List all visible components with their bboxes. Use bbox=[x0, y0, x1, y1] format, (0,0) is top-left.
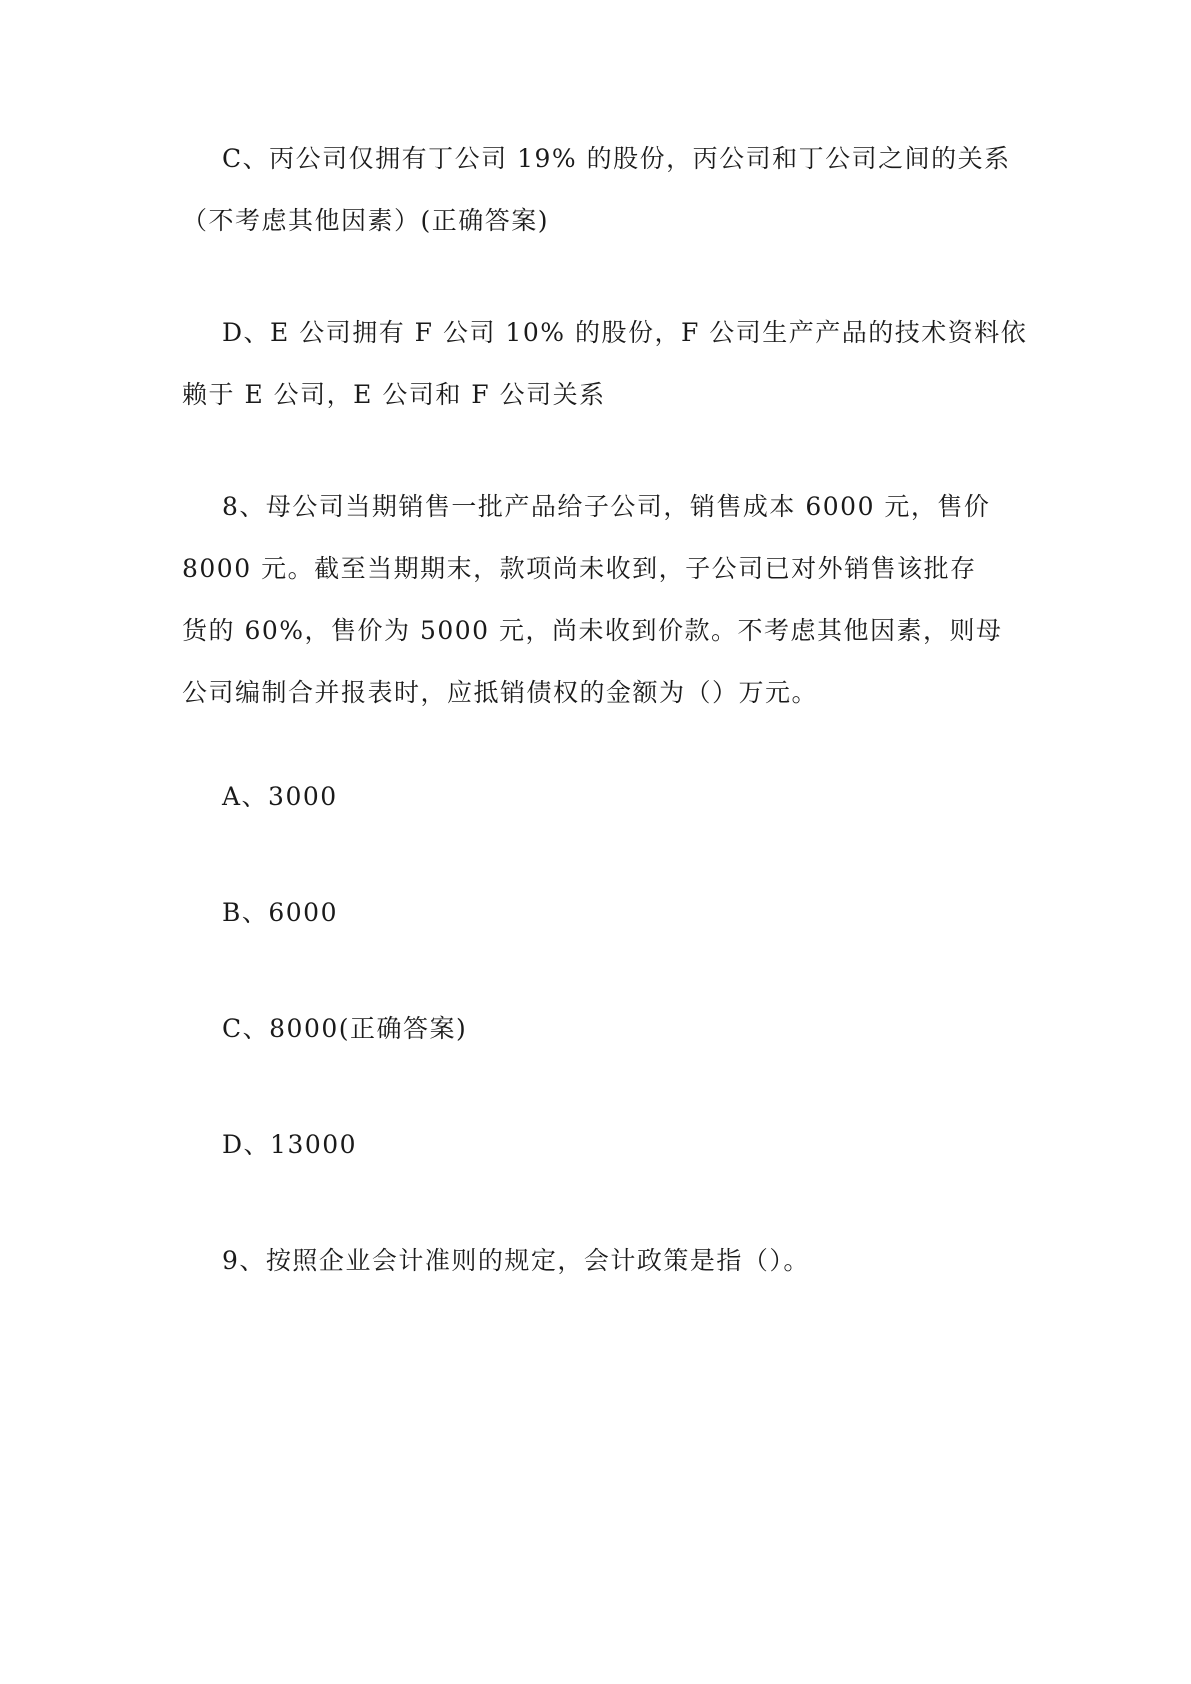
option-d-text: D、13000 bbox=[222, 1130, 358, 1159]
question-8-option-a bbox=[182, 766, 1017, 828]
option-d-line-2: 赖于 E 公司，E 公司和 F 公司关系 bbox=[182, 380, 606, 409]
question-8-line-4: 公司编制合并报表时，应抵销债权的金额为（）万元。 bbox=[182, 678, 819, 707]
option-c-line-2: （不考虑其他因素）(正确答案) bbox=[182, 206, 550, 235]
question-8-line-2: 8000 元。截至当期期末，款项尚未收到，子公司已对外销售该批存 bbox=[182, 554, 977, 583]
question-9-text: 9、按照企业会计准则的规定，会计政策是指（）。 bbox=[222, 1246, 810, 1275]
question-8-stem bbox=[182, 476, 1017, 724]
option-c-line-1: C、丙公司仅拥有丁公司 19% 的股份，丙公司和丁公司之间的关系 bbox=[222, 144, 1011, 173]
question-8-option-d bbox=[182, 1114, 1017, 1176]
question-8-option-c bbox=[182, 998, 1017, 1060]
question-8-line-3: 货的 60%，售价为 5000 元，尚未收到价款。不考虑其他因素，则母 bbox=[182, 616, 1003, 645]
option-d-line-1: D、E 公司拥有 F 公司 10% 的股份，F 公司生产产品的技术资料依 bbox=[222, 318, 1028, 347]
question-9-stem bbox=[182, 1230, 1017, 1292]
question-8-line-1: 8、母公司当期销售一批产品给子公司，销售成本 6000 元，售价 bbox=[222, 492, 991, 521]
question-8-option-b bbox=[182, 882, 1017, 944]
option-d-previous-question bbox=[182, 302, 1028, 426]
option-a-text: A、3000 bbox=[222, 782, 338, 811]
option-c-previous-question bbox=[182, 128, 1017, 252]
option-b-text: B、6000 bbox=[222, 898, 338, 927]
option-c-text: C、8000(正确答案) bbox=[222, 1014, 468, 1043]
